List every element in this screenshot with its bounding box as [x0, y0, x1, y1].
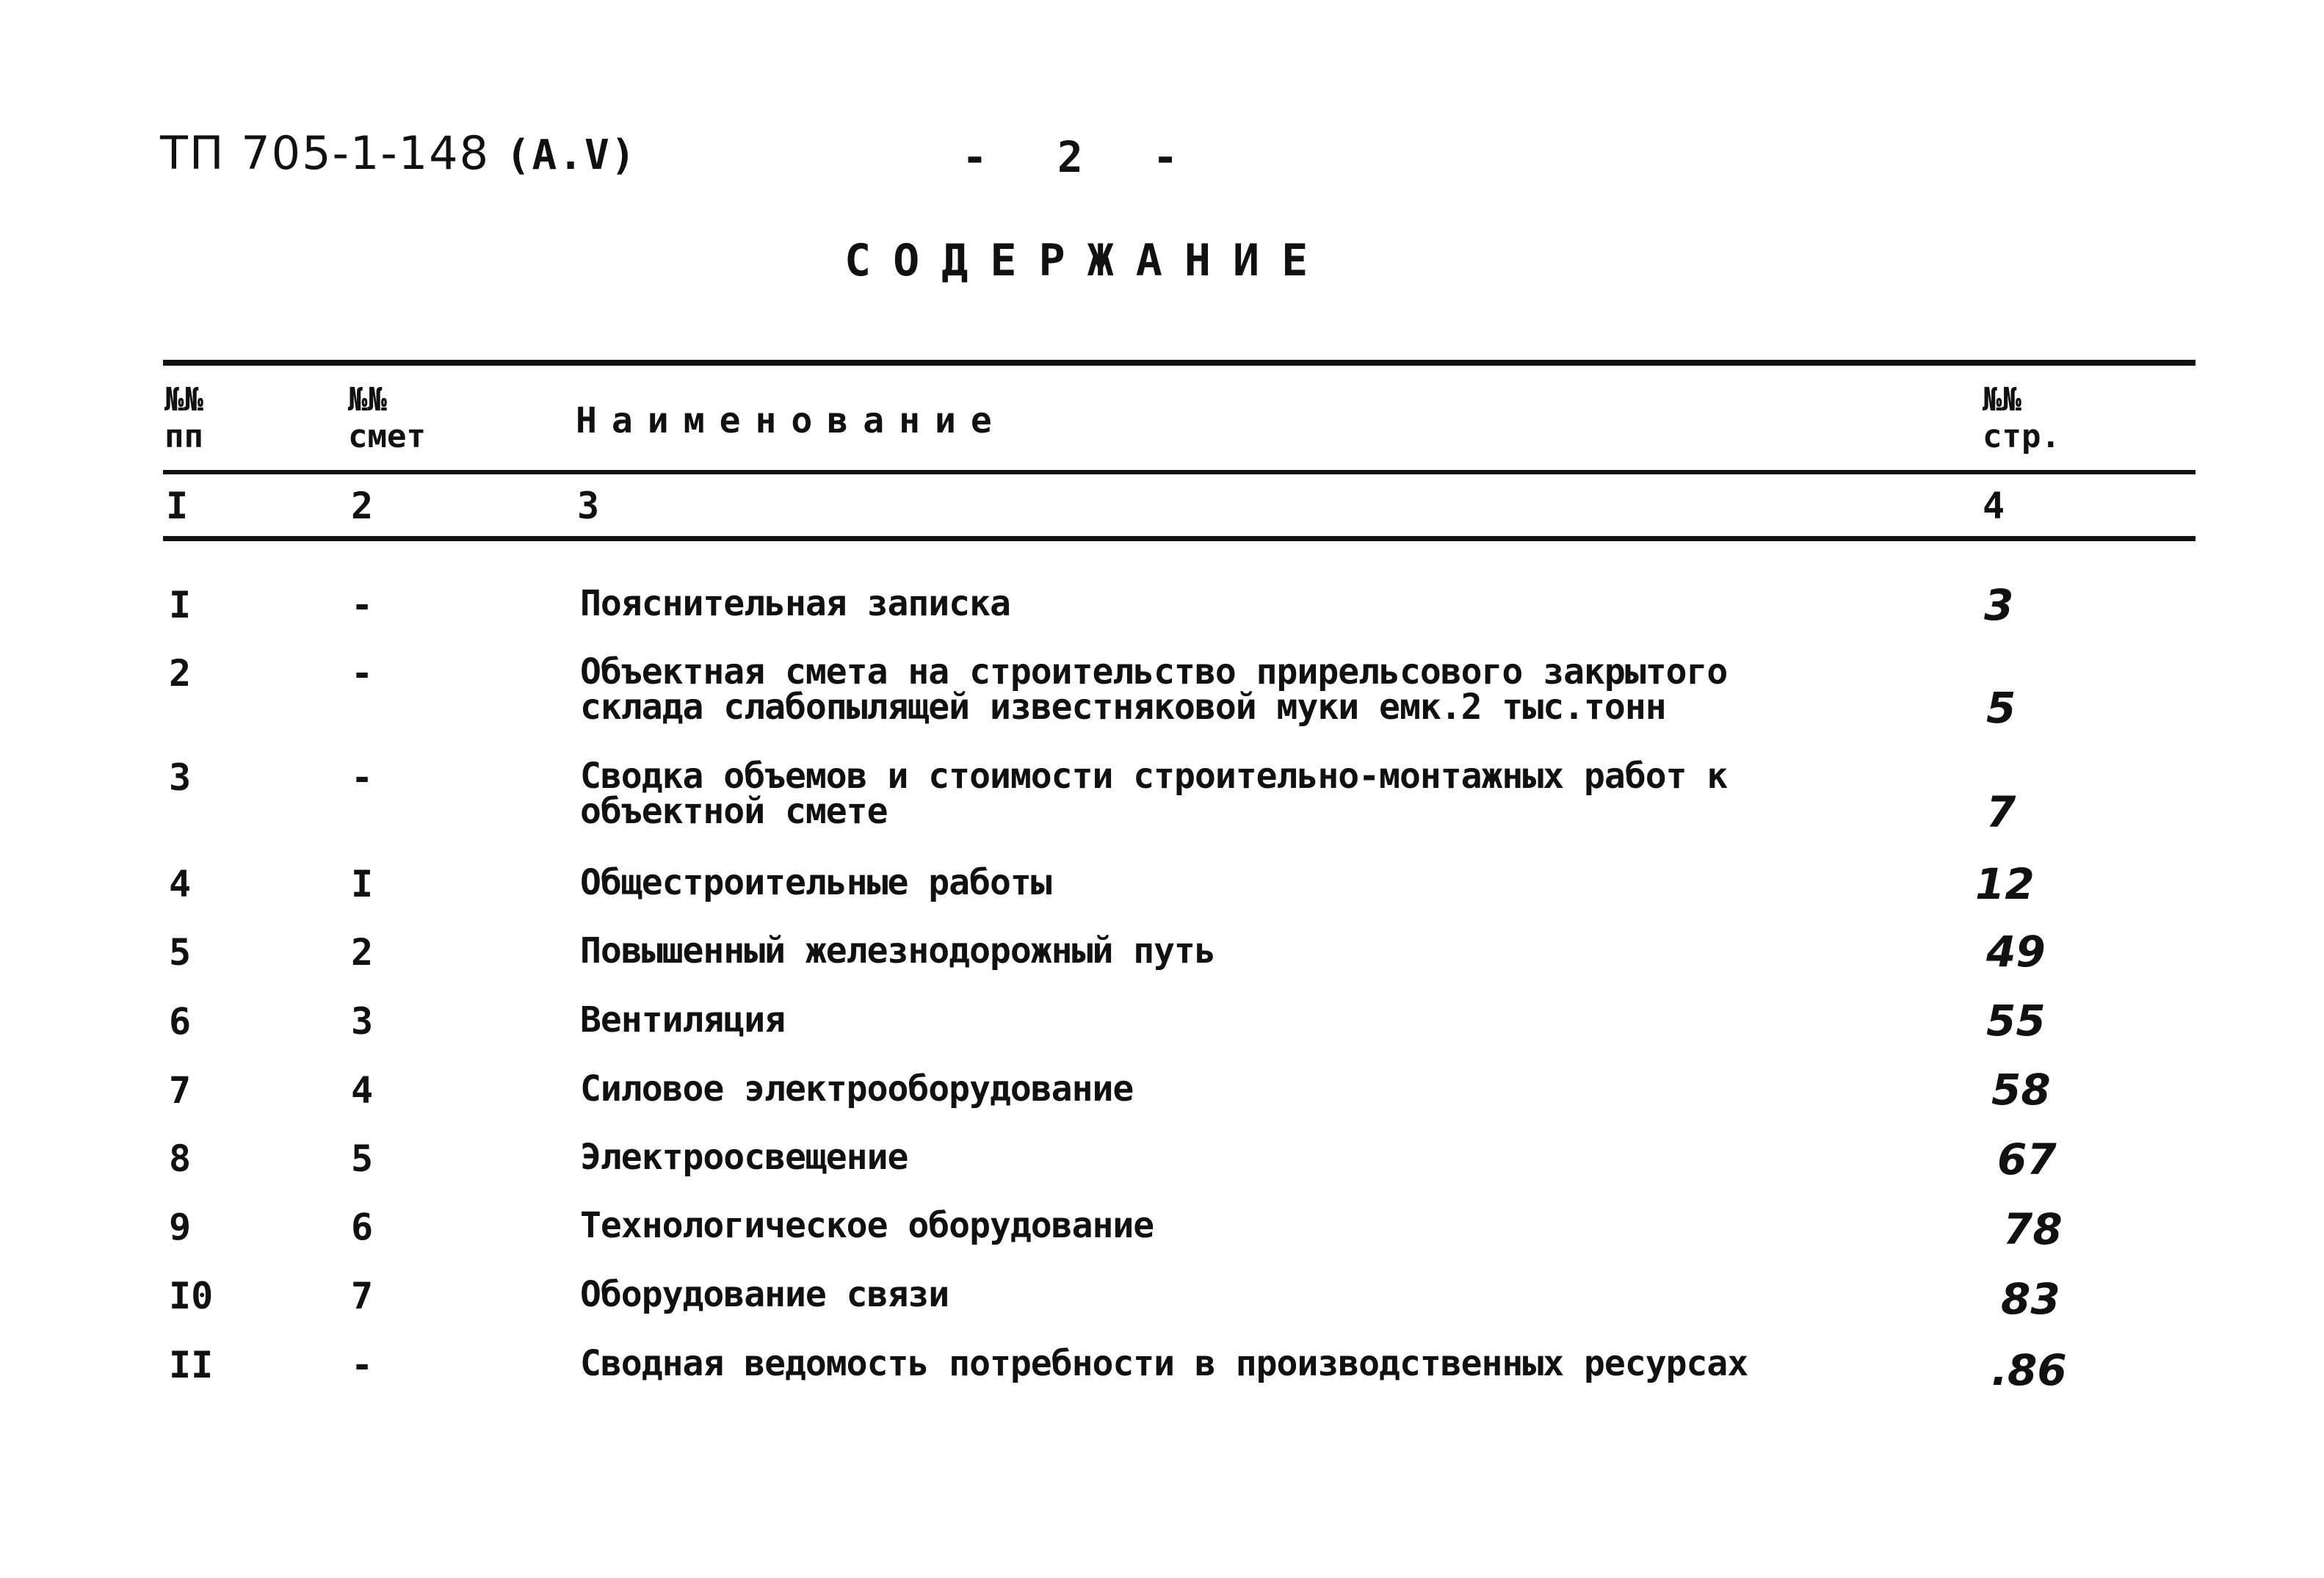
row-name-line: Сводная ведомость потребности в производственных ресурсах	[580, 1343, 1748, 1384]
row-smeta-number: 3	[351, 1000, 374, 1043]
row-pp-number: 4	[169, 863, 192, 905]
row-page-number: 67	[1997, 1134, 2057, 1184]
row-pp-number: 9	[169, 1206, 192, 1248]
column-number-3: 3	[577, 485, 600, 527]
column-header-pp: №№ пп	[164, 381, 203, 455]
row-page-number: 55	[1986, 996, 2046, 1046]
row-name-line: склада слабопылящей известняковой муки емк.2 тыс.тонн	[580, 687, 1666, 728]
row-name-line: Силовое электрооборудование	[580, 1068, 1134, 1110]
row-name-line: объектной смете	[580, 791, 888, 832]
row-page-number: .86	[1991, 1345, 2067, 1395]
row-smeta-number: -	[351, 652, 374, 695]
row-name-line: Оборудование связи	[580, 1274, 949, 1315]
row-name-line: Общестроительные работы	[580, 862, 1051, 903]
table-header-rule	[163, 470, 2196, 474]
row-name-line: Вентиляция	[580, 999, 785, 1040]
row-smeta-number: 6	[351, 1206, 374, 1248]
row-page-number: 78	[2003, 1204, 2063, 1254]
row-name-line: Электроосвещение	[580, 1137, 908, 1178]
row-smeta-number: 5	[351, 1137, 374, 1180]
row-pp-number: I	[169, 584, 192, 626]
row-page-number: 12	[1975, 859, 2035, 909]
row-smeta-number: 2	[351, 931, 374, 974]
column-number-4: 4	[1983, 485, 2005, 527]
table-top-rule	[163, 360, 2196, 366]
row-name-line: Сводка объемов и стоимости строительно-монтажных работ к	[580, 756, 1728, 797]
row-pp-number: 2	[169, 652, 192, 695]
page-number: - 2 -	[962, 132, 1201, 182]
row-smeta-number: -	[351, 584, 374, 626]
document-edition: (А.V)	[505, 131, 637, 179]
row-pp-number: 5	[169, 931, 192, 974]
row-pp-number: 6	[169, 1000, 192, 1043]
column-header-name: Наименование	[576, 400, 1007, 441]
row-page-number: 7	[1986, 787, 2016, 837]
row-pp-number: 7	[169, 1069, 192, 1112]
row-pp-number: I0	[169, 1275, 214, 1317]
row-name-line: Объектная смета на строительство прирельсового закрытого	[580, 651, 1728, 692]
row-page-number: 83	[2001, 1274, 2060, 1324]
row-page-number: 5	[1986, 683, 2016, 733]
page-title: СОДЕРЖАНИЕ	[844, 235, 1331, 286]
row-smeta-number: I	[351, 863, 374, 905]
row-smeta-number: -	[351, 756, 374, 799]
column-header-smeta: №№ смет	[348, 381, 426, 455]
row-name-line: Повышенный железнодорожный путь	[580, 930, 1215, 971]
row-page-number: 58	[1991, 1065, 2051, 1115]
row-pp-number: II	[169, 1344, 214, 1386]
row-pp-number: 8	[169, 1137, 192, 1180]
row-smeta-number: 4	[351, 1069, 374, 1112]
document-code	[160, 126, 637, 180]
row-page-number: 3	[1984, 580, 2014, 630]
document-code-number: ТП 705-1-148	[160, 126, 490, 180]
column-number-1: I	[166, 485, 189, 527]
row-page-number: 49	[1986, 927, 2046, 977]
row-smeta-number: -	[351, 1344, 374, 1386]
row-pp-number: 3	[169, 756, 192, 799]
column-number-2: 2	[351, 485, 374, 527]
row-name-line: Пояснительная записка	[580, 583, 1010, 624]
row-smeta-number: 7	[351, 1275, 374, 1317]
row-name-line: Технологическое оборудование	[580, 1205, 1154, 1246]
table-body-rule	[163, 536, 2196, 541]
column-header-page: №№ стр.	[1983, 381, 2060, 455]
